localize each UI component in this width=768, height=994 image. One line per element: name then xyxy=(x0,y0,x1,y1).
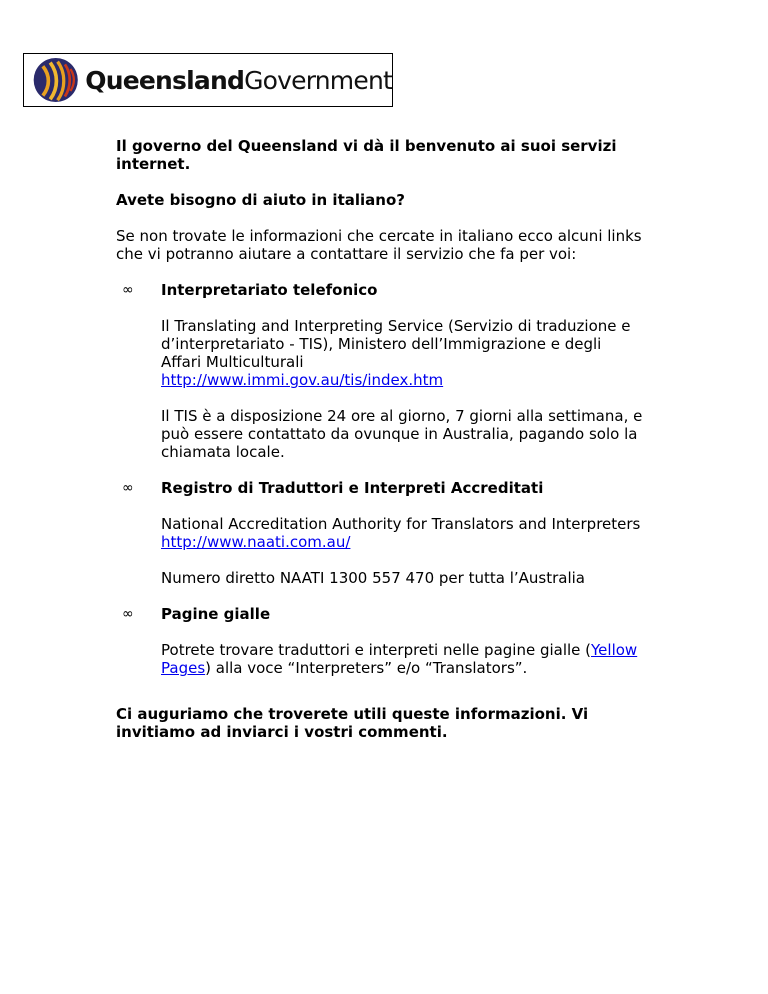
tis-link[interactable]: http://www.immi.gov.au/tis/index.htm xyxy=(161,371,444,389)
help-question: Avete bisogno di aiuto in italiano? xyxy=(116,191,405,209)
closing-message: Ci auguriamo che troverete utili queste informazioni. Vi invitiamo ad inviarci i vostri commenti. xyxy=(116,705,589,741)
section-description: Il Translating and Interpreting Service (Servizio di traduzione e d’interpretariato - TIS), Ministero dell’Immigrazione e degli Affari Multiculturali xyxy=(161,317,631,371)
section-body xyxy=(116,641,646,677)
queensland-government-logo xyxy=(23,53,393,107)
queensland-crest-icon xyxy=(30,53,83,107)
section-note: Numero diretto NAATI 1300 557 470 per tutta l’Australia xyxy=(161,569,585,587)
bullet-symbol: ∞ xyxy=(122,606,134,622)
bullet-symbol: ∞ xyxy=(122,282,134,298)
yellow-pages-text xyxy=(161,641,646,677)
section-telephone-interpreting xyxy=(116,281,646,299)
section-heading: Registro di Traduttori e Interpreti Accreditati xyxy=(161,479,544,497)
text-after-link: ) alla voce “Interpreters” e/o “Translators”. xyxy=(205,659,528,677)
logo-name-bold: Queensland xyxy=(85,65,245,95)
text-before-link: Potrete trovare traduttori e interpreti nelle pagine gialle ( xyxy=(161,641,592,659)
naati-link[interactable]: http://www.naati.com.au/ xyxy=(161,533,351,551)
yellow-pages-link[interactable]: Yellow Pages xyxy=(161,641,638,677)
section-description: National Accreditation Authority for Translators and Interpreters xyxy=(161,515,641,533)
section-body xyxy=(116,515,646,587)
main-content xyxy=(116,137,646,741)
section-body xyxy=(116,317,646,461)
section-heading: Interpretariato telefonico xyxy=(161,281,378,299)
logo-wordmark xyxy=(85,66,392,95)
section-note: Il TIS è a disposizione 24 ore al giorno, 7 giorni alla settimana, e può essere contattato da ovunque in Australia, pagando solo la chiamata locale. xyxy=(161,407,643,461)
logo-name-regular: Government xyxy=(244,65,392,95)
section-accredited-register xyxy=(116,479,646,497)
welcome-heading: Il governo del Queensland vi dà il benvenuto ai suoi servizi internet. xyxy=(116,137,617,173)
section-heading: Pagine gialle xyxy=(161,605,271,623)
intro-paragraph: Se non trovate le informazioni che cercate in italiano ecco alcuni links che vi potranno aiutare a contattare il servizio che fa per voi: xyxy=(116,227,642,263)
bullet-symbol: ∞ xyxy=(122,480,134,496)
section-yellow-pages xyxy=(116,605,646,623)
